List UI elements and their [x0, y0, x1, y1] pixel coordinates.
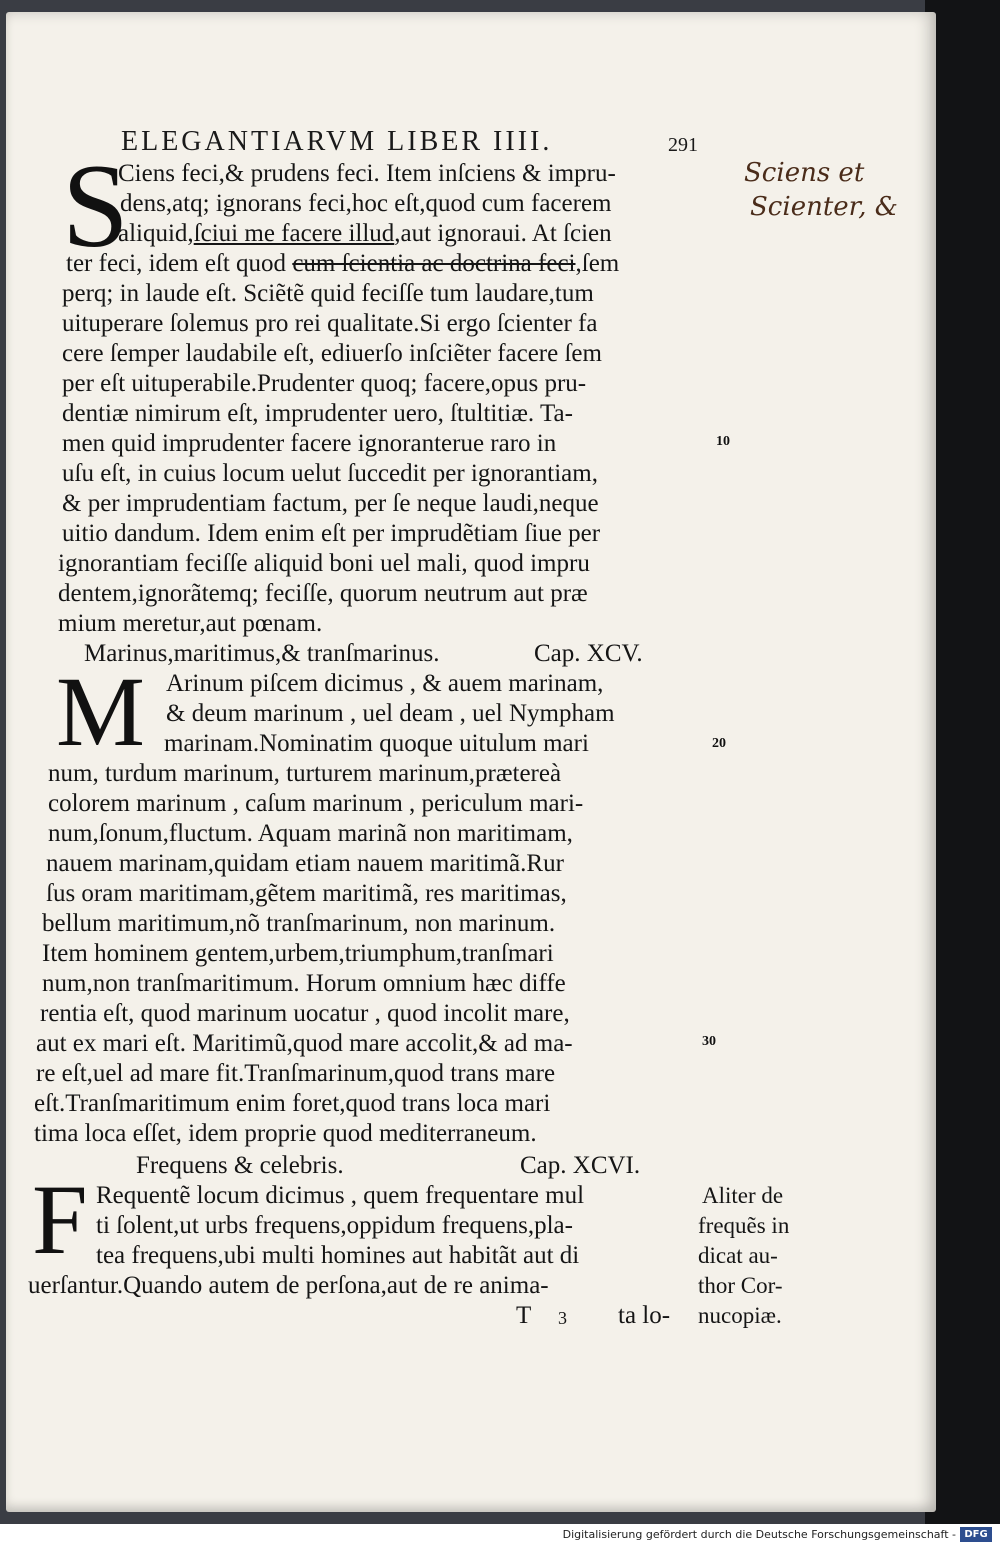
text-line: Arinum piſcem dicimus , & auem marinam, — [166, 670, 604, 697]
text-line: uituperare ſolemus pro rei qualitate.Si ergo ſcienter fa — [62, 310, 598, 337]
text-line: & per imprudentiam factum, per ſe neque laudi,neque — [62, 490, 599, 517]
drop-initial-f: F — [32, 1164, 88, 1275]
text-line: uerſantur.Quando autem de perſona,aut de re anima- — [28, 1272, 549, 1299]
margin-note-line: nucopiæ. — [698, 1303, 782, 1328]
margin-note-line: frequẽs in — [698, 1213, 790, 1238]
text-line: Item hominem gentem,urbem,triumphum,tranſmari — [42, 940, 554, 967]
text-line: tea frequens,ubi multi homines aut habitãt aut di — [96, 1242, 580, 1269]
margin-note-line: dicat au- — [698, 1243, 778, 1268]
text-segment: ,aut ignoraui. At ſcien — [394, 220, 612, 247]
text-line: uitio dandum. Idem enim eſt per imprudẽtiam ſiue per — [62, 520, 601, 547]
funding-credit: Digitalisierung gefördert durch die Deutsche Forschungsgemeinschaft - — [562, 1528, 956, 1541]
text-line: nauem marinam,quidam etiam nauem maritimã.Rur — [46, 850, 564, 877]
margin-note-line: Aliter de — [702, 1183, 784, 1208]
line-number: 10 — [716, 434, 730, 449]
margin-note-line: thor Cor- — [698, 1273, 783, 1298]
text-line: colorem marinum , caſum marinum , periculum mari- — [48, 790, 584, 817]
text-line: bellum maritimum,nõ tranſmarinum, non marinum. — [42, 910, 556, 937]
book-page — [6, 12, 936, 1512]
folio-number: 291 — [668, 134, 698, 156]
text-line: & deum marinum , uel deam , uel Nympham — [166, 700, 615, 727]
text-line: uſu eſt, in cuius locum uelut ſuccedit per ignorantiam, — [62, 460, 598, 487]
running-head: ELEGANTIARVM LIBER IIII. — [121, 126, 553, 157]
footer-bar — [0, 1524, 1000, 1546]
text-line: ignorantiam feciſſe aliquid boni uel mali, quod impru — [58, 550, 590, 577]
text-line: per eſt uituperabile.Prudenter quoq; facere,opus pru- — [62, 370, 587, 397]
chapter-heading: Frequens & celebris. — [136, 1152, 344, 1179]
underlined-text: ſciui me facere illud — [193, 220, 395, 247]
text-line: re eſt,uel ad mare fit.Tranſmarinum,quod trans mare — [36, 1060, 556, 1087]
text-line: num,ſonum,fluctum. Aquam marinã non maritimam, — [48, 820, 573, 847]
text-line: marinam.Nominatim quoque uitulum mari — [164, 730, 589, 757]
chapter-number: Cap. XCVI. — [520, 1152, 641, 1179]
chapter-number: Cap. XCV. — [534, 640, 643, 667]
text-line: rentia eſt, quod marinum uocatur , quod incolit mare, — [40, 1000, 570, 1027]
text-line: perq; in laude eſt. Sciẽtẽ quid feciſſe tum laudare,tum — [62, 280, 594, 307]
signature-number: 3 — [558, 1308, 567, 1328]
line-number: 20 — [712, 736, 726, 751]
text-segment: aliquid, — [118, 220, 194, 247]
text-line: tima loca eſſet, idem proprie quod mediterraneum. — [34, 1120, 537, 1147]
text-line: ſus oram maritimam,gẽtem maritimã, res maritimas, — [46, 880, 567, 907]
text-line: dentiæ nimirum eſt, imprudenter uero, ſtultitiæ. Ta- — [62, 400, 573, 427]
text-line: men quid imprudenter facere ignoranterue raro in — [62, 430, 557, 457]
signature-mark: T — [516, 1302, 532, 1329]
text-line: dens,atq; ignorans feci,hoc eſt,quod cum facerem — [120, 190, 612, 217]
drop-initial-s: S — [62, 139, 129, 272]
text-line: cere ſemper laudabile eſt, ediuerſo inſciẽter facere ſem — [62, 340, 602, 367]
line-number: 30 — [702, 1034, 716, 1049]
dfg-logo: DFG — [960, 1527, 992, 1542]
scan-dark-edge — [925, 0, 1000, 1524]
text-line: Requentẽ locum dicimus , quem frequentare mul — [96, 1182, 585, 1209]
text-line-with-marks — [118, 219, 612, 249]
text-segment: ter feci, idem eſt quod — [66, 250, 293, 277]
text-line: aut ex mari eſt. Maritimũ,quod mare accolit,& ad ma- — [36, 1030, 573, 1057]
text-line: eſt.Tranſmaritimum enim foret,quod trans loca mari — [34, 1090, 551, 1117]
text-line-with-marks — [66, 249, 619, 279]
text-line: mium meretur,aut pœnam. — [58, 610, 323, 637]
handwritten-note-line: Scienter, & — [750, 192, 898, 222]
text-segment: ,ſem — [575, 250, 620, 277]
text-line: Ciens feci,& prudens feci. Item inſciens & impru- — [118, 160, 616, 187]
handwritten-note-line: Sciens et — [744, 158, 865, 188]
drop-initial-m: M — [56, 656, 145, 767]
chapter-heading: Marinus,maritimus,& tranſmarinus. — [84, 640, 440, 667]
struck-text: cum ſcientia ac doctrina feci — [292, 250, 576, 277]
text-line: num, turdum marinum, turturem marinum,prætereà — [48, 760, 562, 787]
text-line: ti ſolent,ut urbs frequens,oppidum frequens,pla- — [96, 1212, 573, 1239]
text-line: dentem,ignorãtemq; feciſſe, quorum neutrum aut præ — [58, 580, 588, 607]
text-line: num,non tranſmaritimum. Horum omnium hæc diffe — [42, 970, 566, 997]
catchword: ta lo- — [618, 1302, 671, 1329]
